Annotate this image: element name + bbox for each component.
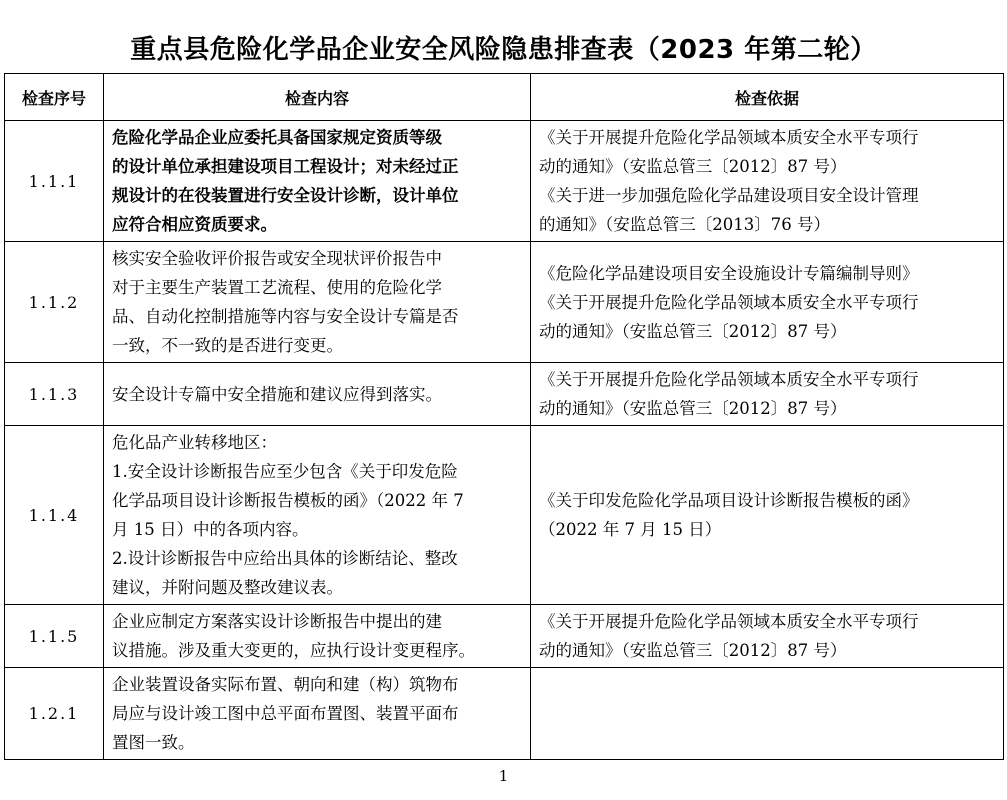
basis-line: 动的通知》（安监总管三〔2012〕87 号） — [539, 321, 847, 341]
basis-line: （2022 年 7 月 15 日） — [539, 520, 722, 539]
check-basis — [531, 363, 1004, 426]
check-number: 1.1.1 — [5, 121, 104, 242]
content-line: 的设计单位承担建设项目工程设计；对未经过正 — [112, 157, 459, 176]
check-content — [104, 605, 531, 668]
check-number: 1.1.4 — [5, 426, 104, 605]
content-line: 建议，并附问题及整改建议表。 — [112, 578, 343, 597]
basis-line: 动的通知》（安监总管三〔2012〕87 号） — [539, 399, 847, 418]
basis-line: 《关于开展提升危险化学品领域本质安全水平专项行 — [539, 128, 919, 147]
check-number: 1.1.3 — [5, 363, 104, 426]
content-line: 月 15 日）中的各项内容。 — [112, 520, 309, 539]
basis-line: 的通知》（安监总管三〔2013〕76 号） — [539, 215, 830, 234]
basis-line: 动的通知》（安监总管三〔2012〕87 号） — [539, 641, 847, 660]
page-number: 1 — [498, 767, 509, 785]
table-row — [5, 426, 1004, 605]
content-line: 品、自动化控制措施等内容与安全设计专篇是否 — [112, 307, 459, 326]
header-check-content: 检查内容 — [104, 74, 531, 121]
table-row — [5, 121, 1004, 242]
table-row — [5, 668, 1004, 760]
check-content — [104, 668, 531, 760]
table-header-row — [5, 74, 1004, 121]
content-line: 规设计的在役装置进行安全设计诊断，设计单位 — [112, 186, 459, 205]
content-line: 议措施。涉及重大变更的，应执行设计变更程序。 — [112, 641, 475, 660]
basis-line: 动的通知》（安监总管三〔2012〕87 号） — [539, 157, 847, 176]
content-line: 应符合相应资质要求。 — [112, 215, 277, 234]
content-line: 企业应制定方案落实设计诊断报告中提出的建 — [112, 612, 442, 631]
content-line: 核实安全验收评价报告或安全现状评价报告中 — [112, 249, 442, 268]
content-line: 化学品项目设计诊断报告模板的函》（2022 年 7 — [112, 491, 464, 510]
content-line: 对于主要生产装置工艺流程、使用的危险化学 — [112, 278, 442, 297]
check-basis — [531, 668, 1004, 760]
inspection-table — [4, 73, 1004, 760]
content-line: 2.设计诊断报告中应给出具体的诊断结论、整改 — [112, 549, 458, 568]
check-content — [104, 242, 531, 363]
content-line: 企业装置设备实际布置、朝向和建（构）筑物布 — [112, 675, 459, 694]
check-basis — [531, 605, 1004, 668]
content-line: 危险化学品企业应委托具备国家规定资质等级 — [112, 128, 442, 147]
table-row — [5, 605, 1004, 668]
basis-line: 《危险化学品建设项目安全设施设计专篇编制导则》 — [539, 263, 919, 283]
check-content — [104, 121, 531, 242]
check-content — [104, 363, 531, 426]
basis-line: 《关于开展提升危险化学品领域本质安全水平专项行 — [539, 292, 919, 312]
content-line: 危化品产业转移地区： — [112, 433, 277, 452]
table-row — [5, 363, 1004, 426]
check-basis — [531, 121, 1004, 242]
check-number: 1.2.1 — [5, 668, 104, 760]
basis-line: 《关于开展提升危险化学品领域本质安全水平专项行 — [539, 370, 919, 389]
page-title: 重点县危险化学品企业安全风险隐患排查表（2023 年第二轮） — [130, 35, 877, 65]
check-number: 1.1.5 — [5, 605, 104, 668]
basis-line: 《关于进一步加强危险化学品建设项目安全设计管理 — [539, 186, 919, 205]
check-basis — [531, 426, 1004, 605]
header-check-basis: 检查依据 — [531, 74, 1004, 121]
content-line: 1.安全设计诊断报告应至少包含《关于印发危险 — [112, 462, 458, 481]
content-line: 置图一致。 — [112, 733, 195, 752]
check-number: 1.1.2 — [5, 242, 104, 363]
content-line: 一致，不一致的是否进行变更。 — [112, 336, 343, 355]
content-line: 安全设计专篇中安全措施和建议应得到落实。 — [112, 384, 442, 404]
table-row — [5, 242, 1004, 363]
content-line: 局应与设计竣工图中总平面布置图、装置平面布 — [112, 704, 459, 723]
basis-line: 《关于开展提升危险化学品领域本质安全水平专项行 — [539, 612, 919, 631]
basis-line: 《关于印发危险化学品项目设计诊断报告模板的函》 — [539, 491, 919, 510]
check-basis — [531, 242, 1004, 363]
header-check-number: 检查序号 — [5, 74, 104, 121]
check-content — [104, 426, 531, 605]
